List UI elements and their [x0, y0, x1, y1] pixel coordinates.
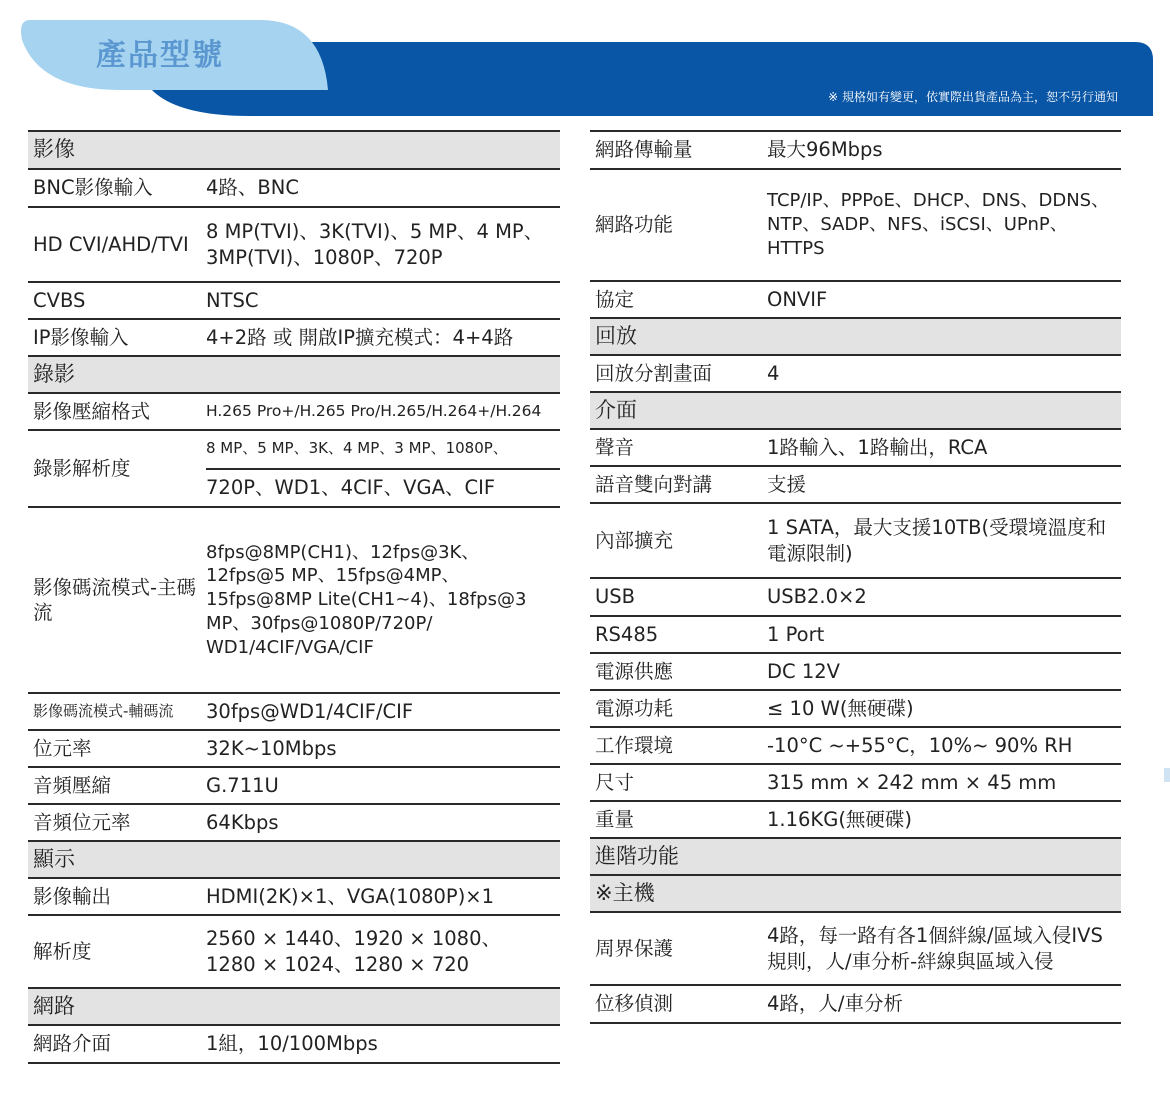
- section-row-host: [590, 876, 1121, 913]
- header-banner: [0, 0, 1170, 125]
- spec-value: 30fps@WD1/4CIF/CIF: [206, 699, 414, 723]
- spec-value: HDMI(2K)×1、VGA(1080P)×1: [206, 884, 495, 908]
- spec-value-group: [206, 431, 560, 506]
- spec-value: USB2.0×2: [767, 585, 867, 609]
- spec-table-left: [28, 130, 560, 1064]
- spec-label: 聲音: [595, 435, 635, 459]
- spec-row: [28, 768, 560, 805]
- spec-row: [28, 170, 560, 208]
- spec-label: 錄影解析度: [33, 456, 131, 480]
- spec-label: 周界保護: [595, 936, 674, 960]
- spec-value: 4路，每一路有各1個絆線/區域入侵IVS規則，人/車分析-絆線與區域入侵: [767, 923, 1103, 973]
- spec-label: 工作環境: [595, 733, 674, 757]
- spec-row: [28, 879, 560, 916]
- section-title: 錄影: [33, 361, 75, 386]
- spec-row: [28, 916, 560, 989]
- spec-value: G.711U: [206, 773, 279, 797]
- section-row-advanced: [590, 839, 1121, 876]
- spec-row: [28, 431, 560, 508]
- spec-row: [590, 802, 1121, 839]
- spec-value: 64Kbps: [206, 810, 279, 834]
- spec-label: 電源供應: [595, 659, 674, 683]
- spec-row: [590, 691, 1121, 728]
- spec-row: [590, 617, 1121, 654]
- spec-label: 解析度: [33, 939, 92, 963]
- spec-label: 電源功耗: [595, 696, 674, 720]
- spec-row: [28, 320, 560, 357]
- spec-row: [590, 728, 1121, 765]
- spec-label: HD CVI/AHD/TVI: [33, 232, 189, 256]
- spec-value: 1 SATA，最大支援10TB(受環境溫度和電源限制): [767, 515, 1107, 565]
- spec-label: USB: [595, 585, 636, 609]
- spec-label: 語音雙向對講: [595, 472, 713, 496]
- section-title: 顯示: [33, 846, 75, 871]
- spec-label: 影像輸出: [33, 884, 112, 908]
- section-title: ※主機: [595, 880, 655, 905]
- spec-value: 4路、BNC: [206, 176, 299, 200]
- spec-row: [590, 430, 1121, 467]
- spec-label: BNC影像輸入: [33, 176, 153, 200]
- spec-row: [590, 986, 1121, 1024]
- spec-value: 720P、WD1、4CIF、VGA、CIF: [206, 475, 496, 499]
- spec-value: 1 Port: [767, 622, 825, 646]
- spec-label: 音頻位元率: [33, 810, 131, 834]
- spec-row: [590, 504, 1121, 579]
- spec-row: [590, 913, 1121, 986]
- spec-value: 1.16KG(無硬碟): [767, 807, 913, 831]
- spec-value: 1組，10/100Mbps: [206, 1032, 378, 1056]
- spec-label: 位元率: [33, 736, 92, 760]
- section-row-interface: [590, 393, 1121, 430]
- spec-value: ONVIF: [767, 287, 828, 311]
- spec-label: 網路傳輸量: [595, 138, 693, 162]
- spec-value: -10°C ~+55°C，10%~ 90% RH: [767, 733, 1073, 757]
- edge-decoration: [1164, 768, 1170, 782]
- spec-value: 最大96Mbps: [767, 138, 883, 162]
- spec-label: IP影像輸入: [33, 325, 129, 349]
- spec-row: [590, 282, 1121, 319]
- spec-label: 影像壓縮格式: [33, 399, 151, 423]
- section-title: 進階功能: [595, 843, 679, 868]
- spec-value: 4: [767, 361, 780, 385]
- spec-value: NTSC: [206, 288, 259, 312]
- spec-value: 8fps@8MP(CH1)、12fps@3K、12fps@5 MP、15fps@4MP、15fps@8MP Lite(CH1~4)、18fps@3 MP、30fps@1080P/720P/ WD1/4CIF/VGA/CIF: [206, 541, 527, 658]
- spec-row: [28, 394, 560, 431]
- spec-value: ≤ 10 W(無硬碟): [767, 696, 914, 720]
- section-row-playback: [590, 319, 1121, 356]
- spec-value: TCP/IP、PPPoE、DHCP、DNS、DDNS、NTP、SADP、NFS、iSCSI、UPnP、HTTPS: [767, 190, 1110, 259]
- spec-row: [28, 208, 560, 283]
- spec-label: 影像碼流模式-輔碼流: [33, 701, 174, 720]
- spec-label: 影像碼流模式-主碼流: [33, 575, 197, 624]
- spec-table-right: [590, 130, 1121, 1024]
- spec-value: 4+2路 或 開啟IP擴充模式：4+4路: [206, 325, 514, 349]
- section-title: 網路: [33, 993, 75, 1018]
- spec-row: [590, 579, 1121, 617]
- spec-value: DC 12V: [767, 659, 840, 683]
- spec-label: 尺寸: [595, 770, 635, 794]
- spec-row: [28, 508, 560, 694]
- spec-row: [28, 1026, 560, 1064]
- section-row-network: [28, 989, 560, 1026]
- spec-row: [28, 805, 560, 842]
- spec-label: 協定: [595, 287, 635, 311]
- spec-row: [28, 731, 560, 768]
- spec-value: 2560 × 1440、1920 × 1080、1280 × 1024、1280 × 720: [206, 926, 501, 976]
- spec-label: 內部擴充: [595, 528, 674, 552]
- spec-value: 8 MP(TVI)、3K(TVI)、5 MP、4 MP、3MP(TVI)、1080P、720P: [206, 219, 544, 269]
- disclaimer: ※ 規格如有變更，依實際出貨產品為主，恕不另行通知: [828, 90, 1118, 104]
- spec-value: 支援: [767, 472, 807, 496]
- spec-row: [590, 170, 1121, 282]
- spec-value: 315 mm × 242 mm × 45 mm: [767, 770, 1057, 794]
- spec-value: 4路，人/車分析: [767, 992, 903, 1016]
- section-row-video: [28, 132, 560, 170]
- spec-value: 1路輸入、1路輸出，RCA: [767, 435, 988, 459]
- spec-label: 網路介面: [33, 1032, 112, 1056]
- spec-row: [590, 765, 1121, 802]
- spec-label: CVBS: [33, 288, 86, 312]
- spec-row: [28, 283, 560, 320]
- section-title: 回放: [595, 323, 637, 348]
- spec-label: 回放分割畫面: [595, 361, 713, 385]
- spec-label: 重量: [595, 807, 635, 831]
- spec-row: [590, 356, 1121, 393]
- section-row-display: [28, 842, 560, 879]
- spec-row: [590, 467, 1121, 504]
- spec-label: 位移偵測: [595, 992, 674, 1016]
- spec-value: 32K~10Mbps: [206, 736, 337, 760]
- page-title: 產品型號: [96, 38, 224, 73]
- spec-value: 8 MP、5 MP、3K、4 MP、3 MP、1080P、: [206, 431, 560, 470]
- spec-label: RS485: [595, 622, 659, 646]
- spec-row: [590, 654, 1121, 691]
- section-title: 影像: [33, 137, 75, 162]
- spec-row: [28, 694, 560, 731]
- spec-label: 音頻壓縮: [33, 773, 112, 797]
- section-title: 介面: [595, 397, 637, 422]
- spec-label: 網路功能: [595, 213, 674, 237]
- spec-row: [590, 132, 1121, 170]
- section-row-recording: [28, 357, 560, 394]
- spec-value: H.265 Pro+/H.265 Pro/H.265/H.264+/H.264: [206, 402, 542, 421]
